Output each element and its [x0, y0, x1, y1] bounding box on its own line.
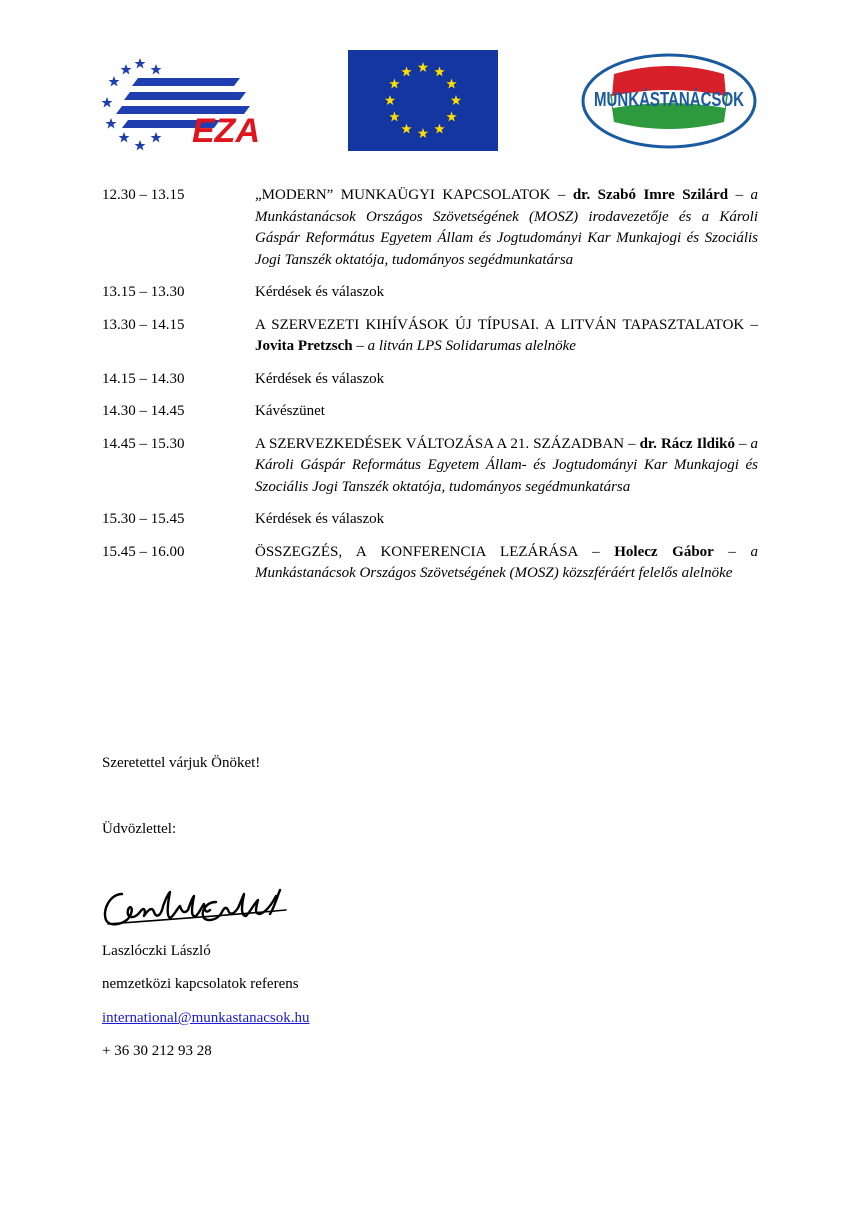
agenda-description: [255, 401, 758, 423]
agenda-time: 13.30 – 14.15: [102, 316, 185, 333]
agenda-title: A SZERVEZETI KIHÍVÁSOK ÚJ TÍPUSAI. A LITVÁN TAPASZTALATOK –: [255, 316, 758, 333]
agenda-title: Kérdések és válaszok: [255, 370, 385, 387]
email-link[interactable]: international@munkastanacsok.hu: [102, 1010, 310, 1026]
agenda-row: [102, 315, 758, 358]
agenda-description: [255, 185, 758, 271]
agenda-time: 14.30 – 14.45: [102, 403, 185, 419]
agenda-description: [255, 509, 758, 531]
greeting-text: Üdvözlettel:: [102, 821, 177, 837]
eza-star: [135, 140, 146, 151]
logo-header: [0, 0, 861, 170]
agenda-time: 15.30 – 15.45: [102, 511, 185, 527]
signer-name: Laszlóczki László: [102, 943, 211, 959]
agenda-speaker-role: – a Munkástanácsok Országos Szövetségének (MOSZ) közszféráért felelős alelnöke: [255, 543, 759, 581]
agenda-title: „MODERN” MUNKAÜGYI KAPCSOLATOK –: [255, 187, 566, 203]
agenda-time: 13.15 – 13.30: [102, 284, 185, 300]
signature: [100, 880, 290, 930]
agenda-description: [255, 369, 758, 391]
agenda-row: [102, 434, 758, 499]
munkastanacsok-text: MUNKÁSTANÁCSOK: [594, 89, 794, 111]
agenda-time: 15.45 – 16.00: [102, 543, 185, 560]
munkastanacsok-logo: [580, 52, 794, 150]
agenda-speaker: Jovita Pretzsch: [255, 338, 353, 354]
eza-star: [106, 118, 117, 129]
agenda-speaker-role: – a litván LPS Solidarumas alelnöke: [356, 338, 576, 354]
agenda-speaker-role: – a Munkástanácsok Országos Szövetségének (MOSZ) irodavezetője és a Károli Gáspár Református Egyetem Állam és Jogtudományi Kar Munkajogi és Szociális Jogi Tanszék oktatója, tudományos segédmunkatársa: [255, 187, 759, 268]
welcome-text: Szeretettel várjuk Önöket!: [102, 755, 261, 771]
eza-star: [102, 97, 113, 108]
agenda-row: [102, 369, 758, 391]
agenda-speaker: Holecz Gábor: [614, 543, 714, 560]
eza-star: [151, 132, 162, 143]
agenda-description: [255, 282, 758, 304]
agenda-speaker-role: – a Károli Gáspár Református Egyetem Állam- és Jogtudományi Kar Munkajogi és Szociális Jogi Tanszék oktatója, tudományos segédmunkatársa: [255, 435, 758, 495]
agenda-title: ÖSSZEGZÉS, A KONFERENCIA LEZÁRÁSA –: [255, 543, 600, 560]
agenda-description: [255, 542, 758, 585]
agenda-title: Kérdések és válaszok: [255, 511, 385, 527]
agenda-description: [255, 315, 758, 358]
agenda-speaker: dr. Szabó Imre Szilárd: [572, 187, 729, 203]
agenda-speaker: dr. Rácz Ildikó: [639, 435, 735, 452]
eza-text: EZA: [192, 112, 260, 150]
agenda-row: [102, 282, 758, 304]
eza-star: [121, 64, 132, 75]
agenda-row: [102, 401, 758, 423]
eza-logo: [100, 50, 280, 155]
agenda-list: [102, 185, 758, 596]
eza-star: [109, 76, 120, 87]
signer-position: nemzetközi kapcsolatok referens: [102, 976, 299, 992]
agenda-title: Kérdések és válaszok: [255, 284, 385, 300]
agenda-title: Kávészünet: [255, 403, 325, 419]
eu-flag-logo: [348, 50, 498, 151]
agenda-time: 14.15 – 14.30: [102, 370, 185, 387]
phone-number: + 36 30 212 93 28: [102, 1043, 212, 1059]
eza-star: [119, 132, 130, 143]
agenda-time: 14.45 – 15.30: [102, 435, 185, 452]
agenda-description: [255, 434, 758, 499]
agenda-row: [102, 509, 758, 531]
eza-star: [151, 64, 162, 75]
eza-star: [135, 58, 146, 69]
agenda-title: A SZERVEZKEDÉSEK VÁLTOZÁSA A 21. SZÁZADBAN –: [255, 435, 636, 452]
agenda-row: [102, 185, 758, 271]
agenda-row: [102, 542, 758, 585]
agenda-time: 12.30 – 13.15: [102, 187, 185, 203]
